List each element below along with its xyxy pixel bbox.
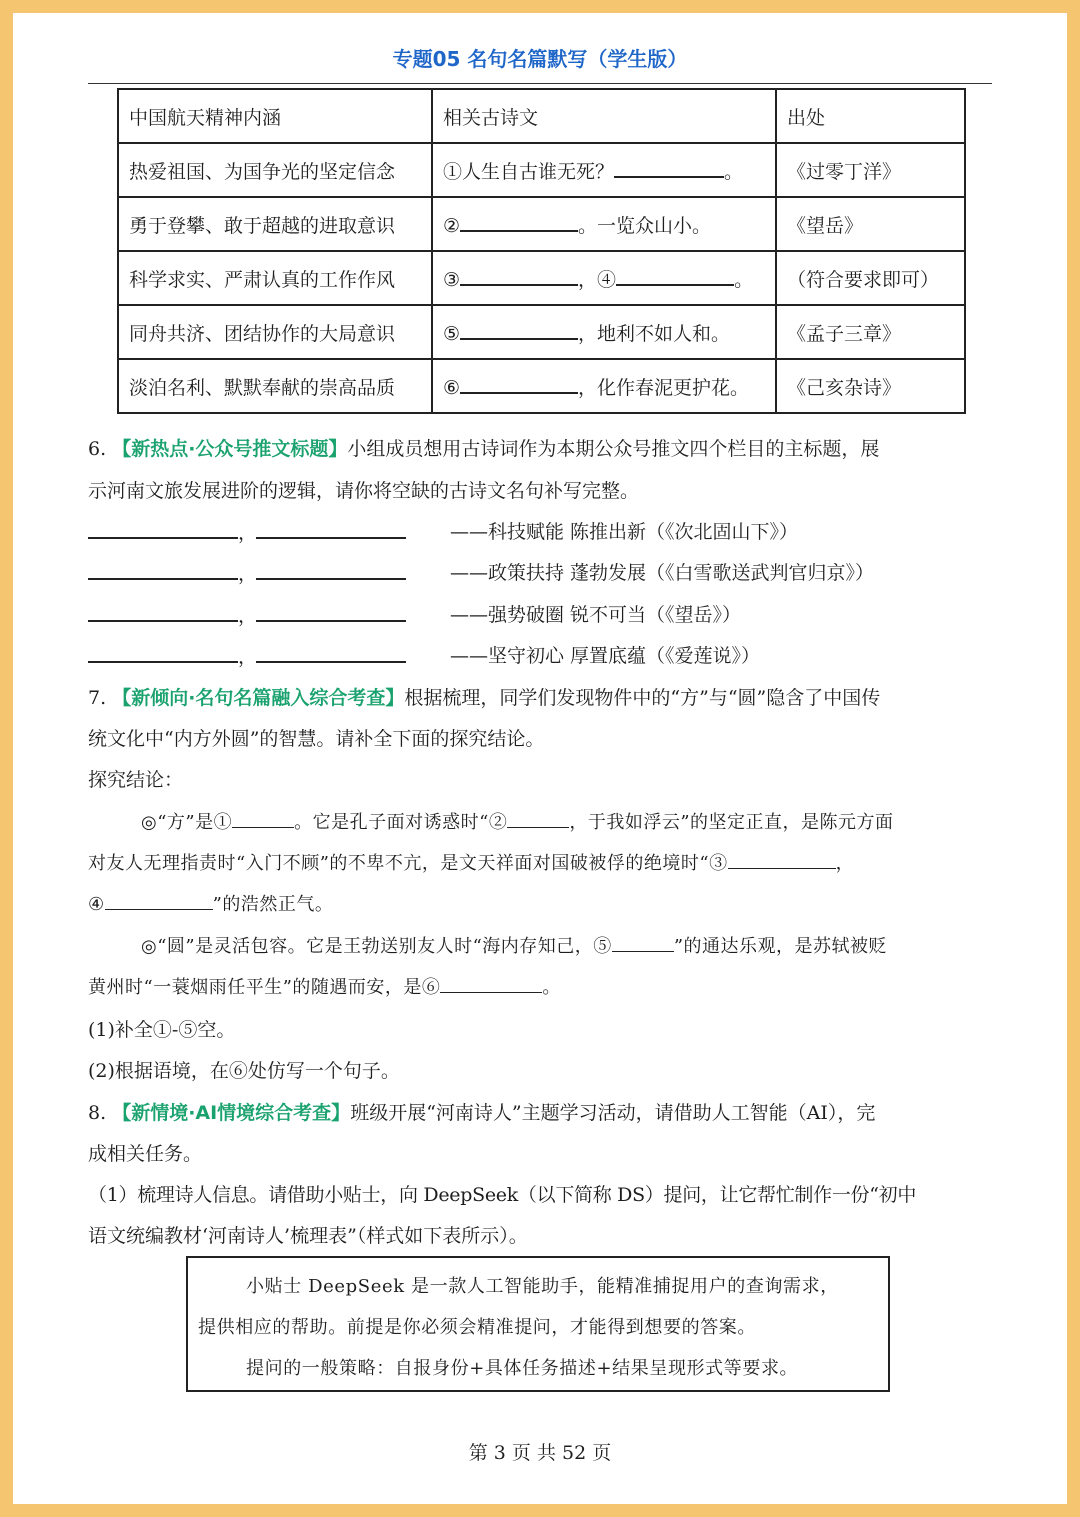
table-row <box>118 359 965 413</box>
q6-caption-3: ——强势破圈 锐不可当（《望岳》） <box>450 604 742 626</box>
q6-blank[interactable] <box>88 517 238 539</box>
q7-text: 。 <box>542 977 561 998</box>
q6-blank[interactable] <box>88 600 238 622</box>
q7-text: ◎“方”是① <box>141 812 233 833</box>
comma: ， <box>238 646 258 668</box>
q6-fill-row-2 <box>88 558 406 586</box>
q7-text: 对友人无理指责时“入门不顾”的不卑不亢，是文天祥面对国破被俘的绝境时“③ <box>88 853 728 874</box>
poem-text: 。一览众山小。 <box>578 214 712 237</box>
table-header-cell: 中国航天精神内涵 <box>118 89 432 143</box>
spirit-cell: 科学求实、严肃认真的工作作风 <box>118 251 432 305</box>
q6-tag: 【新热点·公众号推文标题】 <box>112 438 348 460</box>
q7-text: 黄州时“一蓑烟雨任平生”的随遇而安，是⑥ <box>88 977 441 998</box>
source-cell: （符合要求即可） <box>776 251 965 305</box>
q7-blank-1[interactable] <box>232 809 294 828</box>
q7-blank-6[interactable] <box>440 974 542 993</box>
answer-blank-2[interactable] <box>460 212 578 232</box>
answer-blank-5[interactable] <box>460 320 578 340</box>
q7-text: ”的浩然正气。 <box>212 894 334 915</box>
poem-cell <box>432 251 776 305</box>
q6-caption-1: ——科技赋能 陈推出新（《次北固山下》） <box>450 521 799 543</box>
q8-stem-line-1 <box>88 1098 998 1125</box>
q7-blank-5[interactable] <box>612 933 674 952</box>
q6-fill-row-1 <box>88 517 406 545</box>
poem-text: ，化作春泥更护花。 <box>578 376 750 399</box>
q8-tag: 【新情境·AI情境综合考查】 <box>112 1102 351 1124</box>
poem-text: ，④ <box>578 268 617 291</box>
q7-text: ④ <box>88 894 105 915</box>
q6-number: 6. <box>88 438 107 460</box>
tip-line-3: 提问的一般策略：自报身份+具体任务描述+结果呈现形式等要求。 <box>246 1358 799 1379</box>
q7-para-line-4 <box>141 932 1001 958</box>
poem-text: ③ <box>443 268 461 291</box>
table-header-cell: 出处 <box>776 89 965 143</box>
poem-cell <box>432 359 776 413</box>
answer-blank-4[interactable] <box>616 266 734 286</box>
q7-text: ◎“圆”是灵活包容。它是王勃送别友人时“海内存知己，⑤ <box>141 936 612 957</box>
q7-para-line-2 <box>88 849 988 875</box>
q7-blank-4[interactable] <box>105 891 213 910</box>
q7-number: 7. <box>88 687 107 709</box>
table-row <box>118 143 965 197</box>
poem-cell <box>432 143 776 197</box>
q7-text: 。它是孔子面对诱惑时“② <box>294 812 508 833</box>
q6-caption-2: ——政策扶持 蓬勃发展（《白雪歌送武判官归京》） <box>450 562 875 584</box>
q6-blank[interactable] <box>256 600 406 622</box>
q7-para-line-3 <box>88 890 998 916</box>
tip-line-1: 小贴士 DeepSeek 是一款人工智能助手，能精准捕捉用户的查询需求， <box>246 1276 839 1297</box>
q7-stem-line-1 <box>88 683 998 710</box>
q6-fill-row-3 <box>88 600 406 628</box>
table-row <box>118 197 965 251</box>
poem-text: ，地利不如人和。 <box>578 322 731 345</box>
q7-stem-line-2: 统文化中“内方外圆”的智慧。请补全下面的探究结论。 <box>88 728 545 750</box>
q8-number: 8. <box>88 1102 107 1124</box>
table-header-cell: 相关古诗文 <box>432 89 776 143</box>
q6-stem-line-2: 示河南文旅发展进阶的逻辑，请你将空缺的古诗文名句补写完整。 <box>88 480 640 502</box>
answer-blank-6[interactable] <box>460 374 578 394</box>
q6-blank[interactable] <box>256 517 406 539</box>
table-row <box>118 251 965 305</box>
tip-box <box>186 1256 890 1392</box>
poem-cell <box>432 305 776 359</box>
spirit-cell: 淡泊名利、默默奉献的崇高品质 <box>118 359 432 413</box>
q7-blank-3[interactable] <box>728 850 836 869</box>
poem-text: 。 <box>734 268 754 291</box>
spirit-cell: 同舟共济、团结协作的大局意识 <box>118 305 432 359</box>
q6-blank[interactable] <box>256 558 406 580</box>
q7-text: 根据梳理，同学们发现物件中的“方”与“圆”隐含了中国传 <box>404 687 881 709</box>
spirit-cell: 热爱祖国、为国争光的坚定信念 <box>118 143 432 197</box>
page-header-title: 专题05 名句名篇默写（学生版） <box>392 47 688 71</box>
q7-text: ， <box>835 853 855 874</box>
answer-blank-3[interactable] <box>460 266 578 286</box>
q7-tag: 【新倾向·名句名篇融入综合考查】 <box>112 687 405 709</box>
q8-text: 班级开展“河南诗人”主题学习活动，请借助人工智能（AI），完 <box>350 1102 876 1124</box>
q6-blank[interactable] <box>256 641 406 663</box>
q6-caption-4: ——坚守初心 厚置底蕴（《爱莲说》） <box>450 645 761 667</box>
q6-text: 小组成员想用古诗词作为本期公众号推文四个栏目的主标题，展 <box>347 438 880 460</box>
q6-blank[interactable] <box>88 558 238 580</box>
q6-blank[interactable] <box>88 641 238 663</box>
q7-para-line-5 <box>88 973 998 999</box>
spirit-cell: 勇于登攀、敢于超越的进取意识 <box>118 197 432 251</box>
q7-label: 探究结论： <box>88 769 184 791</box>
source-cell: 《望岳》 <box>776 197 965 251</box>
q8-stem-line-3: （1）梳理诗人信息。请借助小贴士，向 DeepSeek（以下简称 DS）提问，让它帮忙制作一份“初中 <box>88 1184 917 1206</box>
answer-blank-1[interactable] <box>614 158 724 178</box>
q7-sub-2: (2)根据语境，在⑥处仿写一个句子。 <box>88 1060 400 1082</box>
poem-text: ①人生自古谁无死？ <box>443 160 615 183</box>
source-cell: 《己亥杂诗》 <box>776 359 965 413</box>
q7-sub-1: (1)补全①-⑤空。 <box>88 1019 236 1041</box>
tip-line-2: 提供相应的帮助。前提是你必须会精准提问，才能得到想要的答案。 <box>198 1317 756 1338</box>
source-cell: 《孟子三章》 <box>776 305 965 359</box>
table-row <box>118 305 965 359</box>
q7-text: ”的通达乐观，是苏轼被贬 <box>673 936 888 957</box>
source-cell: 《过零丁洋》 <box>776 143 965 197</box>
poem-text: ⑥ <box>443 376 461 399</box>
q7-blank-2[interactable] <box>507 809 569 828</box>
q6-stem-line-1 <box>88 434 998 461</box>
poem-text: ⑤ <box>443 322 461 345</box>
poem-text: ② <box>443 214 461 237</box>
header-divider <box>88 83 992 84</box>
q7-text: ，于我如浮云”的坚定正直，是陈元方面 <box>569 812 894 833</box>
q8-stem-line-4: 语文统编教材‘河南诗人’梳理表”（样式如下表所示）。 <box>88 1225 528 1247</box>
comma: ， <box>238 605 258 627</box>
q7-para-line-1 <box>141 808 1001 834</box>
spirit-poetry-table <box>117 88 966 414</box>
poem-text: 。 <box>724 160 744 183</box>
poem-cell <box>432 197 776 251</box>
comma: ， <box>238 563 258 585</box>
q6-fill-row-4 <box>88 641 406 669</box>
table-header-row <box>118 89 965 143</box>
document-page <box>13 13 1067 1504</box>
q8-stem-line-2: 成相关任务。 <box>88 1143 203 1165</box>
comma: ， <box>238 522 258 544</box>
page-footer: 第 3 页 共 52 页 <box>468 1442 612 1464</box>
